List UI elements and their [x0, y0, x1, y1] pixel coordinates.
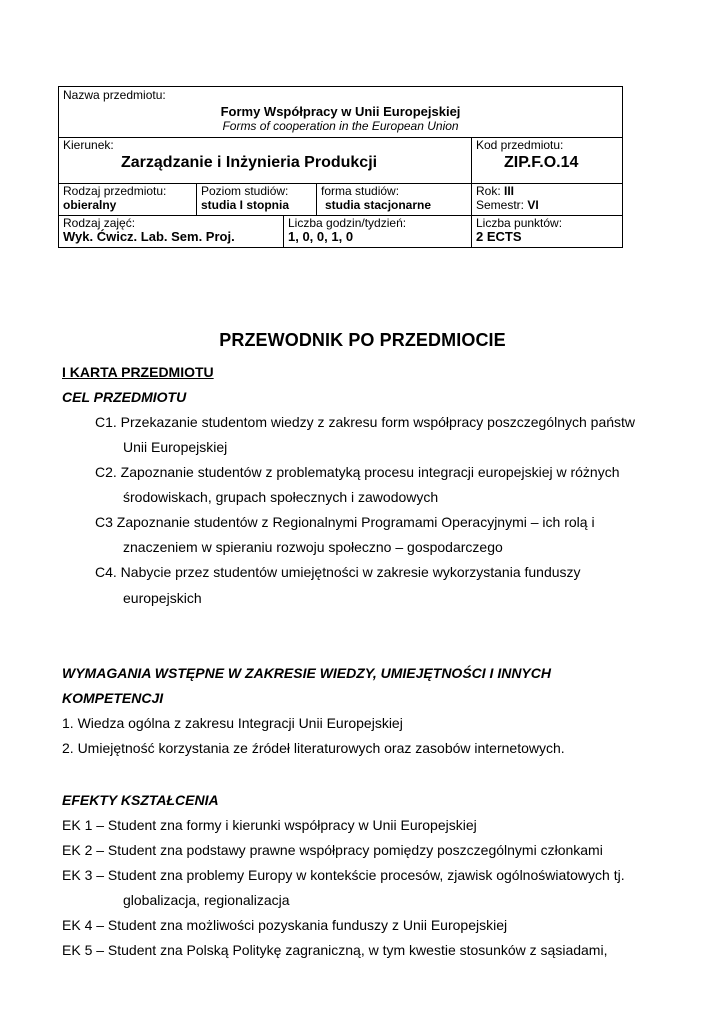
study-level-value: studia I stopnia: [201, 198, 290, 212]
goal-line: C4. Nabycie przez studentów umiejętności w zakresie wykorzystania funduszy: [95, 564, 581, 580]
outcome-line: EK 5 – Student zna Polską Politykę zagraniczną, w tym kwestie stosunków z sąsiadami,: [62, 942, 608, 958]
page-title: PRZEWODNIK PO PRZEDMIOCIE: [219, 330, 506, 350]
goal-line: europejskich: [123, 590, 202, 606]
section-learning-outcomes: EFEKTY KSZTAŁCENIA: [62, 792, 219, 808]
hours-cell: [284, 216, 472, 248]
year-label: Rok:: [476, 184, 505, 198]
points-cell: [472, 216, 623, 248]
outcome-line: globalizacja, regionalizacja: [123, 892, 290, 908]
study-form-value: studia stacjonarne: [325, 198, 432, 212]
course-code-value: ZIP.F.O.14: [504, 154, 579, 171]
year-value: III: [504, 184, 515, 198]
study-form-label: forma studiów:: [321, 184, 400, 198]
hours-label: Liczba godzin/tydzień:: [288, 216, 407, 230]
outcome-line: EK 3 – Student zna problemy Europy w kontekście procesów, zjawisk ogólnoświatowych tj.: [62, 867, 625, 883]
study-form-cell: [317, 184, 472, 216]
goal-line: Unii Europejskiej: [123, 439, 228, 455]
outcome-line: EK 1 – Student zna formy i kierunki współpracy w Unii Europejskiej: [62, 817, 477, 833]
points-value: 2 ECTS: [476, 229, 522, 244]
semester-value: VI: [527, 198, 539, 212]
year-semester-cell: [472, 184, 623, 216]
study-level-label: Poziom studiów:: [201, 184, 289, 198]
goal-line: C3 Zapoznanie studentów z Regionalnymi Programami Operacyjnymi – ich rolą i: [95, 514, 595, 530]
course-code-label: Kod przedmiotu:: [476, 138, 564, 152]
section-course-goal: CEL PRZEDMIOTU: [62, 389, 187, 405]
goal-line: C1. Przekazanie studentom wiedzy z zakresu form współpracy poszczególnych państw: [95, 414, 636, 430]
semester-label: Semestr:: [476, 198, 528, 212]
field-of-study-value: Zarządzanie i Inżynieria Produkcji: [121, 154, 378, 171]
study-level-cell: [197, 184, 317, 216]
year-line: [476, 184, 618, 198]
points-label: Liczba punktów:: [476, 216, 563, 230]
class-type-cell: [59, 216, 284, 248]
course-name-cell: [59, 87, 623, 138]
outcome-line: EK 2 – Student zna podstawy prawne współpracy pomiędzy poszczególnymi członkami: [62, 842, 603, 858]
outcome-line: EK 4 – Student zna możliwości pozyskania funduszy z Unii Europejskiej: [62, 917, 508, 933]
course-name-en: Forms of cooperation in the European Union: [222, 119, 459, 133]
course-code-cell: [472, 138, 623, 184]
prerequisite-line: 2. Umiejętność korzystania ze źródeł literaturowych oraz zasobów internetowych.: [62, 740, 565, 756]
goal-line: znaczeniem w spieraniu rozwoju społeczno – gospodarczego: [123, 539, 503, 555]
class-type-value: Wyk. Ćwicz. Lab. Sem. Proj.: [63, 229, 235, 244]
goal-line: C2. Zapoznanie studentów z problematyką procesu integracji europejskiej w różnych: [95, 464, 620, 480]
field-of-study-label: Kierunek:: [63, 138, 114, 152]
field-of-study-cell: [59, 138, 472, 184]
class-type-label: Rodzaj zajęć:: [63, 216, 136, 230]
prerequisite-line: 1. Wiedza ogólna z zakresu Integracji Unii Europejskiej: [62, 715, 403, 731]
goal-line: środowiskach, grupach społecznych i zawodowych: [123, 489, 439, 505]
section-course-card: I KARTA PRZEDMIOTU: [62, 364, 214, 380]
course-type-value: obieralny: [63, 198, 117, 212]
course-name-pl: Formy Współpracy w Unii Europejskiej: [220, 104, 461, 119]
section-prerequisites-cont: KOMPETENCJI: [62, 690, 164, 706]
section-prerequisites: WYMAGANIA WSTĘPNE W ZAKRESIE WIEDZY, UMIEJĘTNOŚCI I INNYCH: [62, 665, 551, 681]
course-type-label: Rodzaj przedmiotu:: [63, 184, 167, 198]
course-name-label: Nazwa przedmiotu:: [63, 88, 166, 102]
course-info-table: [58, 86, 623, 248]
hours-value: 1, 0, 0, 1, 0: [288, 229, 354, 244]
semester-line: [476, 198, 618, 212]
course-type-cell: [59, 184, 197, 216]
